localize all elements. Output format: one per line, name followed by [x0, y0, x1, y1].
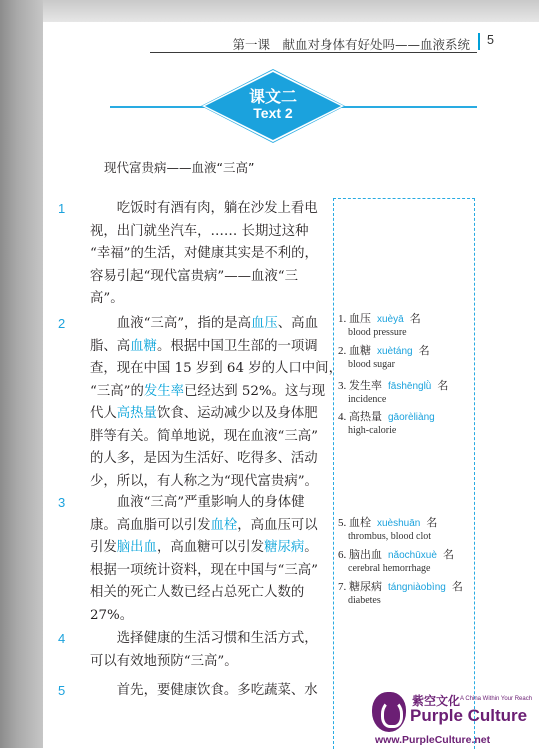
vocabulary-highlight: 发生率: [143, 383, 185, 399]
text-segment: 的人多，是因为生活好、吃得多、活动: [90, 451, 318, 466]
text-segment: 引发: [90, 540, 117, 555]
logo-cn: 紫空文化: [412, 694, 461, 708]
logo-url: www.PurpleCulture.net: [375, 734, 491, 746]
vocabulary-word: 糖尿病: [349, 580, 382, 593]
paragraph-line: [90, 605, 320, 628]
paragraph-line: [90, 313, 320, 336]
header-divider: [150, 52, 477, 53]
paragraph-line: [90, 628, 320, 651]
page-number-separator: [478, 33, 480, 50]
text-segment: 可以有效地预防“三高”。: [90, 653, 238, 669]
text-segment: 相关的死亡人数已经占总死亡人数的: [90, 585, 305, 600]
page-top-band: [43, 0, 539, 22]
paragraph-line: [90, 288, 320, 311]
vocabulary-box: [333, 198, 475, 749]
vocabulary-pinyin: fāshēnglǜ: [388, 381, 432, 392]
vocabulary-index: 4.: [338, 411, 349, 423]
paragraph-number: 5: [58, 683, 66, 698]
paragraph: [90, 628, 320, 673]
paragraph-number: 2: [58, 316, 66, 331]
text-segment: 首先，要健康饮食。多吃蔬菜、水: [116, 683, 318, 698]
text-segment: “三高”的: [90, 383, 144, 399]
lesson-title: 现代富贵病——血液“三高”: [104, 160, 255, 175]
vocabulary-pinyin: tángniàobìng: [388, 582, 446, 593]
purple-culture-logo-icon: [372, 692, 406, 732]
vocabulary-word: 脑出血: [349, 548, 382, 561]
paragraph-line: [90, 358, 342, 381]
vocabulary-pinyin: xuètáng: [377, 346, 413, 357]
text-segment: 。: [304, 540, 318, 555]
text-segment: ，高血糖可以引发: [156, 540, 265, 555]
vocabulary-index: 2.: [338, 345, 349, 357]
text-segment: 选择健康的生活习惯和生活方式，: [116, 631, 318, 646]
text-segment: 已经达到 52%。这与现: [184, 383, 326, 399]
text-segment: 血液“三高”严重影响人的身体健: [116, 495, 305, 510]
paragraph-line: [90, 198, 320, 221]
vocabulary-english: blood pressure: [348, 327, 407, 338]
paragraph-number: 4: [58, 631, 66, 646]
banner-title-cn: 课文二: [248, 87, 297, 106]
paragraph-line: [90, 651, 320, 674]
vocabulary-pos: 名: [409, 312, 421, 325]
text-segment: “幸福”的生活，对健康其实是不利的，: [90, 246, 318, 261]
vocabulary-item: [338, 514, 488, 544]
vocabulary-term-row: [338, 310, 488, 326]
vocabulary-term-row: [338, 514, 488, 530]
vocabulary-word: 高热量: [349, 410, 382, 423]
vocabulary-highlight: 高热量: [116, 406, 157, 421]
paragraph: [90, 680, 320, 703]
vocabulary-highlight: 血栓: [210, 517, 238, 533]
text-segment: 康。高血脂可以引发: [90, 517, 211, 533]
text-segment: 根据一项统计资料，现在中国与“三高”: [90, 562, 318, 578]
vocabulary-pos: 名: [442, 548, 454, 561]
text-segment: 容易引起“现代富贵病”——血液“三: [90, 268, 299, 284]
paragraph-line: [90, 560, 320, 583]
paragraph-line: [90, 492, 320, 515]
vocabulary-item: [338, 377, 488, 407]
vocabulary-term-row: [338, 546, 488, 562]
vocabulary-item: [338, 578, 488, 608]
paragraph-line: [90, 426, 320, 449]
text-segment: 饮食、运动减少以及身体肥: [156, 406, 318, 421]
vocabulary-highlight: 血压: [251, 316, 278, 331]
paragraph-line: [90, 471, 320, 494]
vocabulary-term-row: [338, 377, 488, 393]
text-segment: 27%。: [90, 607, 134, 623]
page-number: 5: [487, 33, 494, 47]
paragraph-line: [90, 515, 320, 538]
paragraph-number: 1: [58, 201, 66, 216]
book-spine-shadow: [0, 0, 43, 748]
vocabulary-word: 血栓: [349, 516, 371, 529]
vocabulary-pinyin: xuèyā: [377, 314, 404, 325]
text-segment: 脂、高: [90, 338, 131, 354]
vocabulary-pos: 名: [451, 580, 463, 593]
vocabulary-pinyin: nǎochūxuè: [388, 550, 437, 561]
vocabulary-index: 5.: [338, 517, 349, 529]
logo-name: Purple Culture: [410, 706, 528, 725]
paragraph-line: [90, 243, 320, 266]
vocabulary-term-row: [338, 578, 488, 594]
paragraph-line: [90, 680, 320, 703]
vocabulary-pinyin: xuèshuān: [377, 518, 421, 529]
paragraph: [90, 198, 320, 311]
vocabulary-english: thrombus, blood clot: [348, 531, 432, 542]
purple-culture-watermark: [372, 692, 537, 748]
paragraph-line: [90, 448, 320, 471]
vocabulary-word: 发生率: [349, 379, 382, 392]
text-segment: 查，现在中国 15 岁到 64 岁的人口中间，: [90, 361, 342, 376]
paragraph: [90, 492, 320, 627]
text-segment: 代人: [90, 406, 117, 421]
vocabulary-word: 血压: [349, 312, 371, 325]
text-segment: 高”。: [90, 291, 124, 306]
text-segment: ，高血压可以: [237, 517, 318, 533]
text-segment: 视，出门就坐汽车，…… 长期过这种: [90, 223, 309, 239]
text-segment: 胖等有关。简单地说，现在血液“三高”: [90, 428, 318, 444]
vocabulary-index: 6.: [338, 549, 349, 561]
paragraph: [90, 313, 342, 493]
text-segment: 血液“三高”，指的是高: [116, 316, 252, 331]
chapter-header-title: 第一课 献血对身体有好处吗——血液系统: [232, 37, 470, 52]
vocabulary-pos: 名: [418, 344, 430, 357]
paragraph-line: [90, 403, 320, 426]
paragraph-line: [90, 221, 320, 244]
text-segment: 吃饭时有酒有肉，躺在沙发上看电: [116, 201, 318, 216]
vocabulary-pos: 名: [426, 516, 438, 529]
vocabulary-index: 1.: [338, 313, 349, 325]
logo-tagline: A China Within Your Reach: [460, 696, 533, 702]
vocabulary-item: [338, 408, 488, 438]
vocabulary-term-row: [338, 342, 488, 358]
banner-title-en: Text 2: [253, 105, 293, 121]
text-segment: 、高血: [277, 316, 318, 331]
vocabulary-pinyin: gāorèliàng: [388, 412, 435, 423]
paragraph-line: [90, 381, 326, 404]
vocabulary-english: cerebral hemorrhage: [348, 563, 431, 574]
paragraph-line: [90, 537, 320, 560]
vocabulary-english: blood sugar: [348, 359, 395, 370]
vocabulary-highlight: 血糖: [130, 338, 157, 354]
vocabulary-highlight: 脑出血: [116, 540, 157, 555]
vocabulary-english: high-calorie: [348, 425, 397, 436]
vocabulary-highlight: 糖尿病: [264, 540, 305, 555]
vocabulary-english: diabetes: [348, 595, 381, 606]
vocabulary-index: 7.: [338, 581, 349, 593]
vocabulary-item: [338, 310, 488, 340]
vocabulary-index: 3.: [338, 380, 349, 392]
vocabulary-item: [338, 342, 488, 372]
vocabulary-term-row: [338, 408, 488, 424]
paragraph-line: [90, 266, 320, 289]
paragraph-line: [90, 582, 320, 605]
vocabulary-word: 血糖: [349, 344, 371, 357]
paragraph-line: [90, 336, 320, 359]
vocabulary-pos: 名: [437, 379, 449, 392]
text-segment: 少，所以，有人称之为“现代富贵病”。: [90, 473, 318, 489]
text-segment: 。根据中国卫生部的一项调: [156, 338, 318, 354]
vocabulary-english: incidence: [348, 394, 387, 405]
vocabulary-item: [338, 546, 488, 576]
paragraph-number: 3: [58, 495, 66, 510]
